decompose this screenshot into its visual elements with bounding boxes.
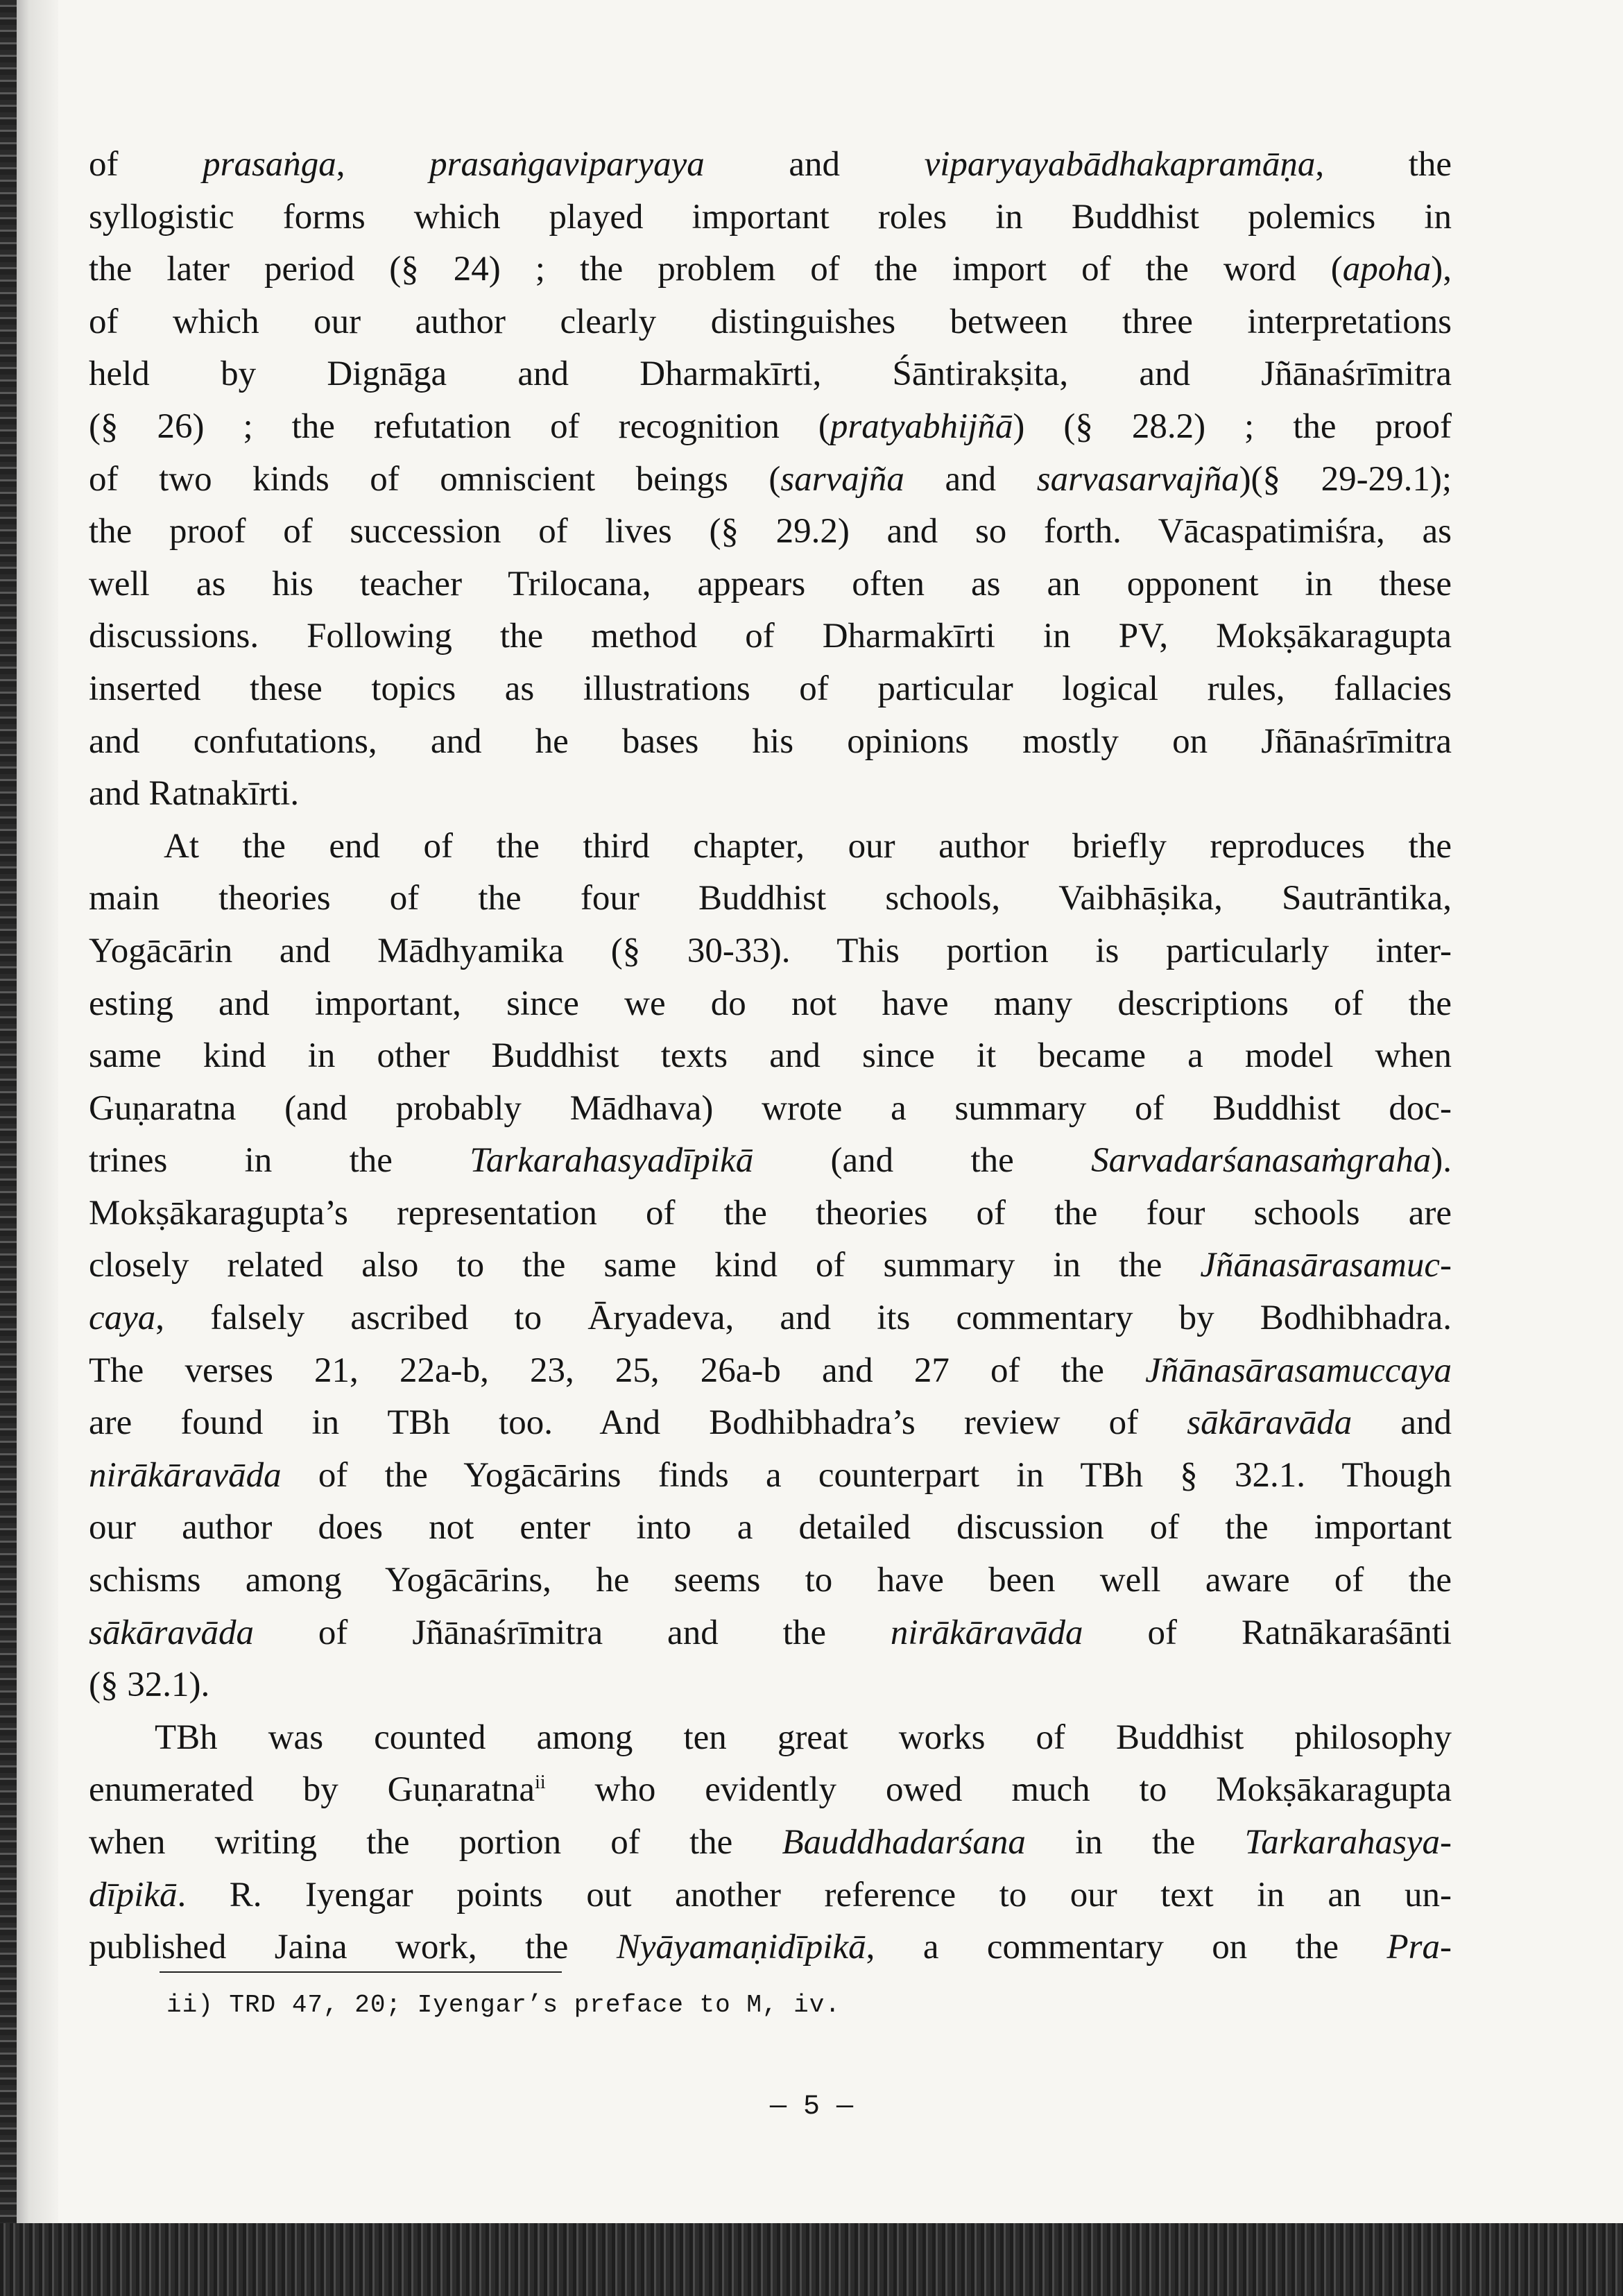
text-line: trines in the Tarkarahasyadīpikā (and the Sarvadarśanasaṁgraha). xyxy=(89,1141,1452,1181)
text-line: and Ratnakīrti. xyxy=(89,774,300,814)
text-line: of prasaṅga, prasaṅgaviparyaya and viparyayabādhakapramāṇa, the xyxy=(89,145,1452,184)
text-line: (§ 26) ; the refutation of recognition (pratyabhijñā) (§ 28.2) ; the proof xyxy=(89,406,1452,446)
text-line: sākāravāda of Jñānaśrīmitra and the nirākāravāda of Ratnākaraśānti xyxy=(89,1613,1452,1652)
text-line: discussions. Following the method of Dharmakīrti in PV, Mokṣākaragupta xyxy=(89,617,1452,656)
text-line: dīpikā. R. Iyengar points out another reference to our text in an un- xyxy=(89,1875,1452,1914)
text-line: inserted these topics as illustrations of particular logical rules, fallacies xyxy=(89,669,1452,708)
footnote: ii) TRD 47, 20; Iyengar’s preface to M, iv. xyxy=(166,1991,841,2019)
text-line: schisms among Yogācārins, he seems to have been well aware of the xyxy=(89,1561,1452,1600)
text-line: enumerated by Guṇaratna$^{ii}$ who evidently owed much to Mokṣākaragupta xyxy=(89,1770,1452,1810)
text-line: nirākāravāda of the Yogācārins finds a counterpart in TBh § 32.1. Though xyxy=(89,1455,1452,1495)
text-line: esting and important, since we do not have many descriptions of the xyxy=(89,984,1452,1023)
text-line: same kind in other Buddhist texts and since it became a model when xyxy=(89,1036,1452,1076)
book-spine-shadow xyxy=(0,0,17,2296)
text-line: syllogistic forms which played important roles in Buddhist polemics in xyxy=(89,197,1452,237)
text-line: closely related also to the same kind of summary in the Jñānasārasamuc- xyxy=(89,1246,1452,1285)
text-line: the proof of succession of lives (§ 29.2) and so forth. Vācaspatimiśra, as xyxy=(89,512,1452,551)
text-line: The verses 21, 22a-b, 23, 25, 26a-b and 27 of the Jñānasārasamuccaya xyxy=(89,1351,1452,1390)
text-line: Yogācārin and Mādhyamika (§ 30-33). This portion is particularly inter- xyxy=(89,931,1452,970)
text-line: and confutations, and he bases his opinions mostly on Jñānaśrīmitra xyxy=(89,721,1452,761)
page-number: — 5 — xyxy=(769,2091,854,2123)
text-line: our author does not enter into a detailed discussion of the important xyxy=(89,1508,1452,1548)
page-gutter-shading xyxy=(17,0,58,2296)
text-line: when writing the portion of the Bauddhadarśana in the Tarkarahasya- xyxy=(89,1823,1452,1862)
text-line: published Jaina work, the Nyāyamaṇidīpikā, a commentary on the Pra- xyxy=(89,1928,1452,1967)
text-line: Guṇaratna (and probably Mādhava) wrote a summary of Buddhist doc- xyxy=(89,1088,1452,1128)
text-line: held by Dignāga and Dharmakīrti, Śāntirakṣita, and Jñānaśrīmitra xyxy=(89,354,1452,394)
text-line: caya, falsely ascribed to Āryadeva, and its commentary by Bodhibhadra. xyxy=(89,1299,1452,1338)
text-line: At the end of the third chapter, our author briefly reproduces the xyxy=(164,826,1452,866)
main-text xyxy=(89,139,1452,1974)
text-line: well as his teacher Trilocana, appears often as an opponent in these xyxy=(89,564,1452,603)
text-line: TBh was counted among ten great works of Buddhist philosophy xyxy=(155,1717,1452,1757)
text-line: are found in TBh too. And Bodhibhadra’s review of sākāravāda and xyxy=(89,1403,1452,1443)
text-line: of which our author clearly distinguishes between three interpretations xyxy=(89,302,1452,341)
text-line: (§ 32.1). xyxy=(89,1665,210,1705)
text-line: Mokṣākaragupta’s representation of the theories of the four schools are xyxy=(89,1193,1452,1233)
footnote-rule xyxy=(160,1971,562,1973)
text-line: the later period (§ 24) ; the problem of the import of the word (apoha), xyxy=(89,250,1452,289)
text-line: main theories of the four Buddhist schools, Vaibhāṣika, Sautrāntika, xyxy=(89,879,1452,918)
scan-bottom-edge xyxy=(0,2223,1623,2296)
text-line: of two kinds of omniscient beings (sarvajña and sarvasarvajña)(§ 29-29.1); xyxy=(89,459,1452,499)
